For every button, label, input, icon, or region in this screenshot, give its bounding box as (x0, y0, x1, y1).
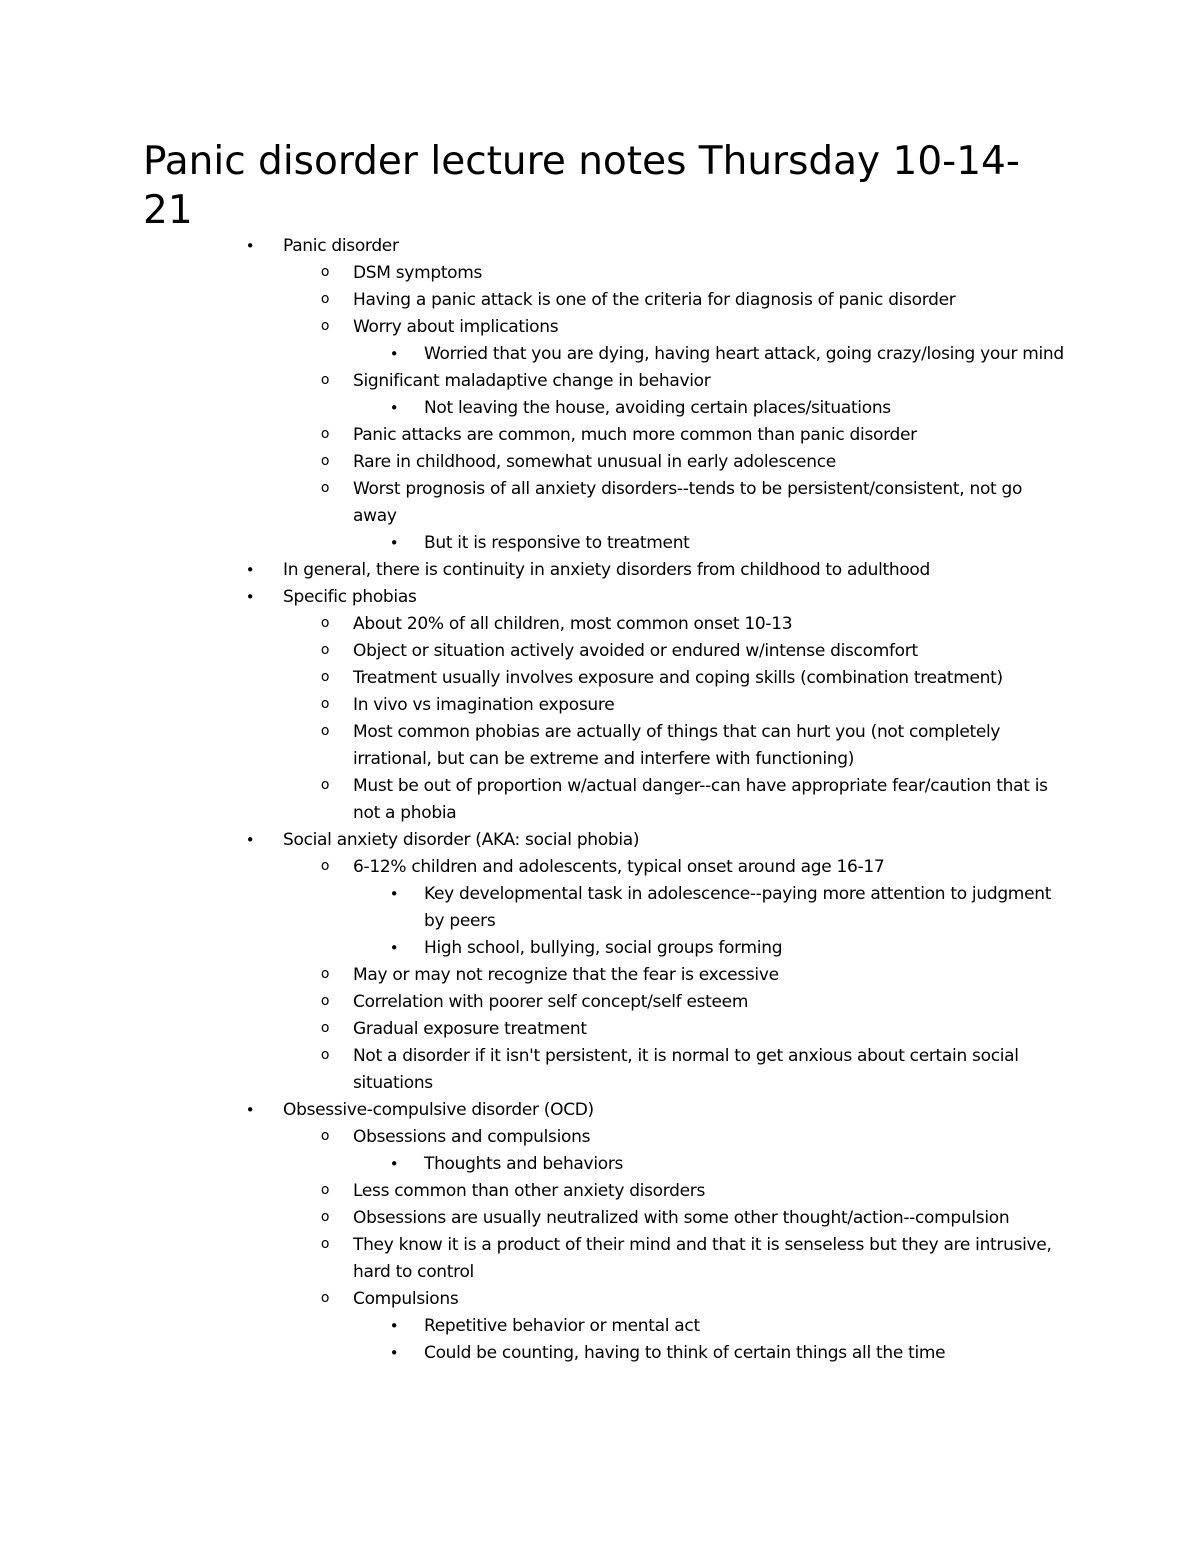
bullet-icon: • (245, 237, 255, 255)
list-item-level-2 (0, 854, 1063, 881)
list-item-text: Worried that you are dying, having heart attack, going crazy/losing your mind (424, 344, 1064, 364)
list-item-level-2 (0, 1124, 1063, 1151)
list-item-level-3 (0, 341, 1064, 368)
bullet-icon: • (389, 534, 399, 552)
list-item-text: Key developmental task in adolescence--paying more attention to judgment by peers (424, 884, 1052, 931)
hollow-bullet-icon: o (320, 318, 330, 334)
list-item-level-2 (0, 422, 1063, 449)
list-item-level-2 (0, 638, 1063, 665)
list-item-level-2 (0, 962, 1063, 989)
list-item-level-2 (0, 665, 1063, 692)
list-item-level-2 (0, 1178, 1063, 1205)
bullet-icon: • (245, 588, 255, 606)
list-item-level-2 (0, 1016, 1063, 1043)
list-item-text: Having a panic attack is one of the criteria for diagnosis of panic disorder (353, 290, 956, 310)
bullet-icon: • (245, 1101, 255, 1119)
hollow-bullet-icon: o (320, 1290, 330, 1306)
list-item-text: DSM symptoms (353, 263, 483, 283)
list-item-level-2 (0, 773, 1063, 827)
list-item-text: Obsessive-compulsive disorder (OCD) (283, 1100, 594, 1120)
list-item-level-3 (0, 881, 1064, 935)
hollow-bullet-icon: o (320, 264, 330, 280)
list-item-text: Repetitive behavior or mental act (424, 1316, 700, 1336)
list-item-level-1 (0, 557, 1043, 584)
list-item-text: Not leaving the house, avoiding certain places/situations (424, 398, 891, 418)
list-item-level-1 (0, 233, 1043, 260)
bullet-icon: • (389, 399, 399, 417)
list-item-level-2 (0, 611, 1063, 638)
list-item-text: In general, there is continuity in anxiety disorders from childhood to adulthood (283, 560, 931, 580)
bullet-icon: • (389, 939, 399, 957)
list-item-level-3 (0, 530, 1064, 557)
list-item-level-2 (0, 989, 1063, 1016)
list-item-text: Obsessions and compulsions (353, 1127, 591, 1147)
bullet-icon: • (389, 885, 399, 903)
list-item-level-2 (0, 719, 1063, 773)
list-item-level-3 (0, 395, 1064, 422)
hollow-bullet-icon: o (320, 1128, 330, 1144)
bullet-icon: • (245, 561, 255, 579)
hollow-bullet-icon: o (320, 453, 330, 469)
list-item-level-2 (0, 449, 1063, 476)
hollow-bullet-icon: o (320, 1020, 330, 1036)
hollow-bullet-icon: o (320, 642, 330, 658)
hollow-bullet-icon: o (320, 858, 330, 874)
list-item-text: Panic attacks are common, much more common than panic disorder (353, 425, 917, 445)
list-item-text: May or may not recognize that the fear is excessive (353, 965, 779, 985)
hollow-bullet-icon: o (320, 372, 330, 388)
hollow-bullet-icon: o (320, 1182, 330, 1198)
list-item-level-3 (0, 935, 1064, 962)
hollow-bullet-icon: o (320, 615, 330, 631)
hollow-bullet-icon: o (320, 723, 330, 739)
list-item-level-2 (0, 1286, 1063, 1313)
list-item-text: They know it is a product of their mind and that it is senseless but they are intrusive, hard to control (353, 1235, 1052, 1282)
list-item-level-1 (0, 584, 1043, 611)
hollow-bullet-icon: o (320, 291, 330, 307)
hollow-bullet-icon: o (320, 777, 330, 793)
bullet-icon: • (389, 1344, 399, 1362)
list-item-text: In vivo vs imagination exposure (353, 695, 615, 715)
list-item-text: About 20% of all children, most common onset 10-13 (353, 614, 793, 634)
list-item-level-2 (0, 692, 1063, 719)
page-title: Panic disorder lecture notes Thursday 10-14-21 (143, 139, 1020, 233)
list-item-text: High school, bullying, social groups forming (424, 938, 783, 958)
list-item-text: Most common phobias are actually of things that can hurt you (not completely irrational, but can be extreme and interfere with functioning) (353, 722, 1001, 769)
list-item-text: Obsessions are usually neutralized with some other thought/action--compulsion (353, 1208, 1010, 1228)
list-item-level-3 (0, 1313, 1064, 1340)
list-item-text: Less common than other anxiety disorders (353, 1181, 706, 1201)
list-item-level-2 (0, 287, 1063, 314)
list-item-text: Not a disorder if it isn't persistent, it is normal to get anxious about certain social situations (353, 1046, 1019, 1093)
bullet-icon: • (389, 345, 399, 363)
hollow-bullet-icon: o (320, 966, 330, 982)
hollow-bullet-icon: o (320, 480, 330, 496)
hollow-bullet-icon: o (320, 696, 330, 712)
hollow-bullet-icon: o (320, 1236, 330, 1252)
list-item-text: Rare in childhood, somewhat unusual in early adolescence (353, 452, 836, 472)
hollow-bullet-icon: o (320, 993, 330, 1009)
list-item-text: Worst prognosis of all anxiety disorders--tends to be persistent/consistent, not go away (353, 479, 1023, 526)
list-item-text: Panic disorder (283, 236, 399, 256)
list-item-level-2 (0, 314, 1063, 341)
list-item-text: Correlation with poorer self concept/self esteem (353, 992, 749, 1012)
list-item-text: 6-12% children and adolescents, typical onset around age 16-17 (353, 857, 885, 877)
list-item-level-1 (0, 1097, 1043, 1124)
bullet-icon: • (389, 1317, 399, 1335)
list-item-level-2 (0, 368, 1063, 395)
bullet-icon: • (245, 831, 255, 849)
list-item-level-2 (0, 260, 1063, 287)
list-item-text: Thoughts and behaviors (424, 1154, 624, 1174)
list-item-level-3 (0, 1151, 1064, 1178)
list-item-level-3 (0, 1340, 1064, 1367)
hollow-bullet-icon: o (320, 426, 330, 442)
list-item-text: Compulsions (353, 1289, 459, 1309)
list-item-text: Gradual exposure treatment (353, 1019, 587, 1039)
hollow-bullet-icon: o (320, 1047, 330, 1063)
list-item-level-2 (0, 476, 1063, 530)
hollow-bullet-icon: o (320, 1209, 330, 1225)
list-item-level-2 (0, 1232, 1063, 1286)
list-item-text: Significant maladaptive change in behavior (353, 371, 711, 391)
list-item-level-2 (0, 1205, 1063, 1232)
list-item-level-1 (0, 827, 1043, 854)
list-item-text: Object or situation actively avoided or endured w/intense discomfort (353, 641, 918, 661)
list-item-text: Social anxiety disorder (AKA: social phobia) (283, 830, 640, 850)
list-item-text: Worry about implications (353, 317, 559, 337)
list-item-text: But it is responsive to treatment (424, 533, 690, 553)
list-item-text: Treatment usually involves exposure and coping skills (combination treatment) (353, 668, 1003, 688)
list-item-level-2 (0, 1043, 1063, 1097)
bullet-icon: • (389, 1155, 399, 1173)
hollow-bullet-icon: o (320, 669, 330, 685)
list-item-text: Could be counting, having to think of certain things all the time (424, 1343, 946, 1363)
notes-list (0, 233, 1200, 1367)
list-item-text: Specific phobias (283, 587, 417, 607)
list-item-text: Must be out of proportion w/actual danger--can have appropriate fear/caution that is not a phobia (353, 776, 1048, 823)
